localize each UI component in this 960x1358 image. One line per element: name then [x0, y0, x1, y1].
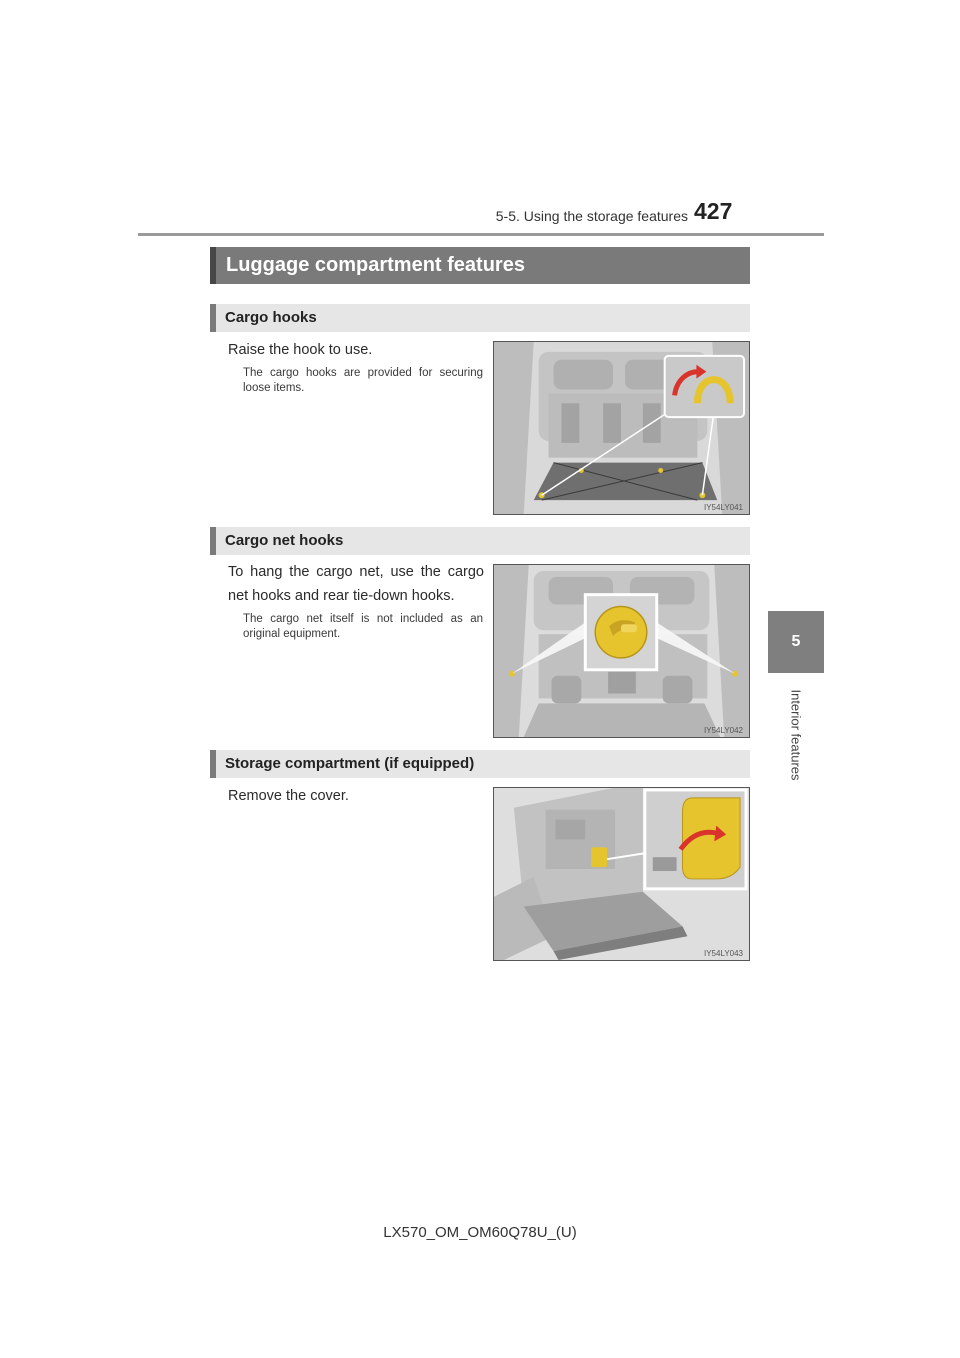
cargo-hooks-illustration [494, 342, 749, 514]
figure-code-cargo-net-hooks: IY54LY042 [704, 726, 743, 735]
figure-cargo-net-hooks [493, 564, 750, 738]
section-heading-cargo-hooks: Cargo hooks [210, 304, 750, 332]
chapter-tab-title [776, 680, 816, 790]
section-heading-storage-compartment: Storage compartment (if equipped) [210, 750, 750, 778]
chapter-tab-number: 5 [768, 611, 824, 673]
header-rule [138, 233, 824, 236]
section-body-cargo-net-hooks: To hang the cargo net, use the cargo net hooks and rear tie-down hooks. [228, 564, 484, 604]
section-note-cargo-hooks: The cargo hooks are provided for securing loose items. [243, 367, 483, 394]
figure-storage-compartment [493, 787, 750, 961]
main-heading: Luggage compartment features [210, 247, 750, 284]
storage-compartment-illustration [494, 788, 749, 960]
section-body-cargo-hooks: Raise the hook to use. [228, 342, 373, 358]
running-header-section: 5-5. Using the storage features [495, 208, 688, 224]
figure-cargo-hooks [493, 341, 750, 515]
cargo-net-hooks-illustration [494, 565, 749, 737]
figure-code-storage-compartment: IY54LY043 [704, 949, 743, 958]
section-heading-cargo-net-hooks: Cargo net hooks [210, 527, 750, 555]
chapter-tab-title-text: Interior features [788, 689, 804, 781]
footer-manual-code: LX570_OM_OM60Q78U_(U) [383, 1224, 577, 1241]
section-body-storage-compartment: Remove the cover. [228, 788, 349, 804]
page-number: 427 [694, 198, 733, 224]
figure-code-cargo-hooks: IY54LY041 [704, 503, 743, 512]
section-note-cargo-net-hooks: The cargo net itself is not included as an original equipment. [243, 613, 483, 640]
